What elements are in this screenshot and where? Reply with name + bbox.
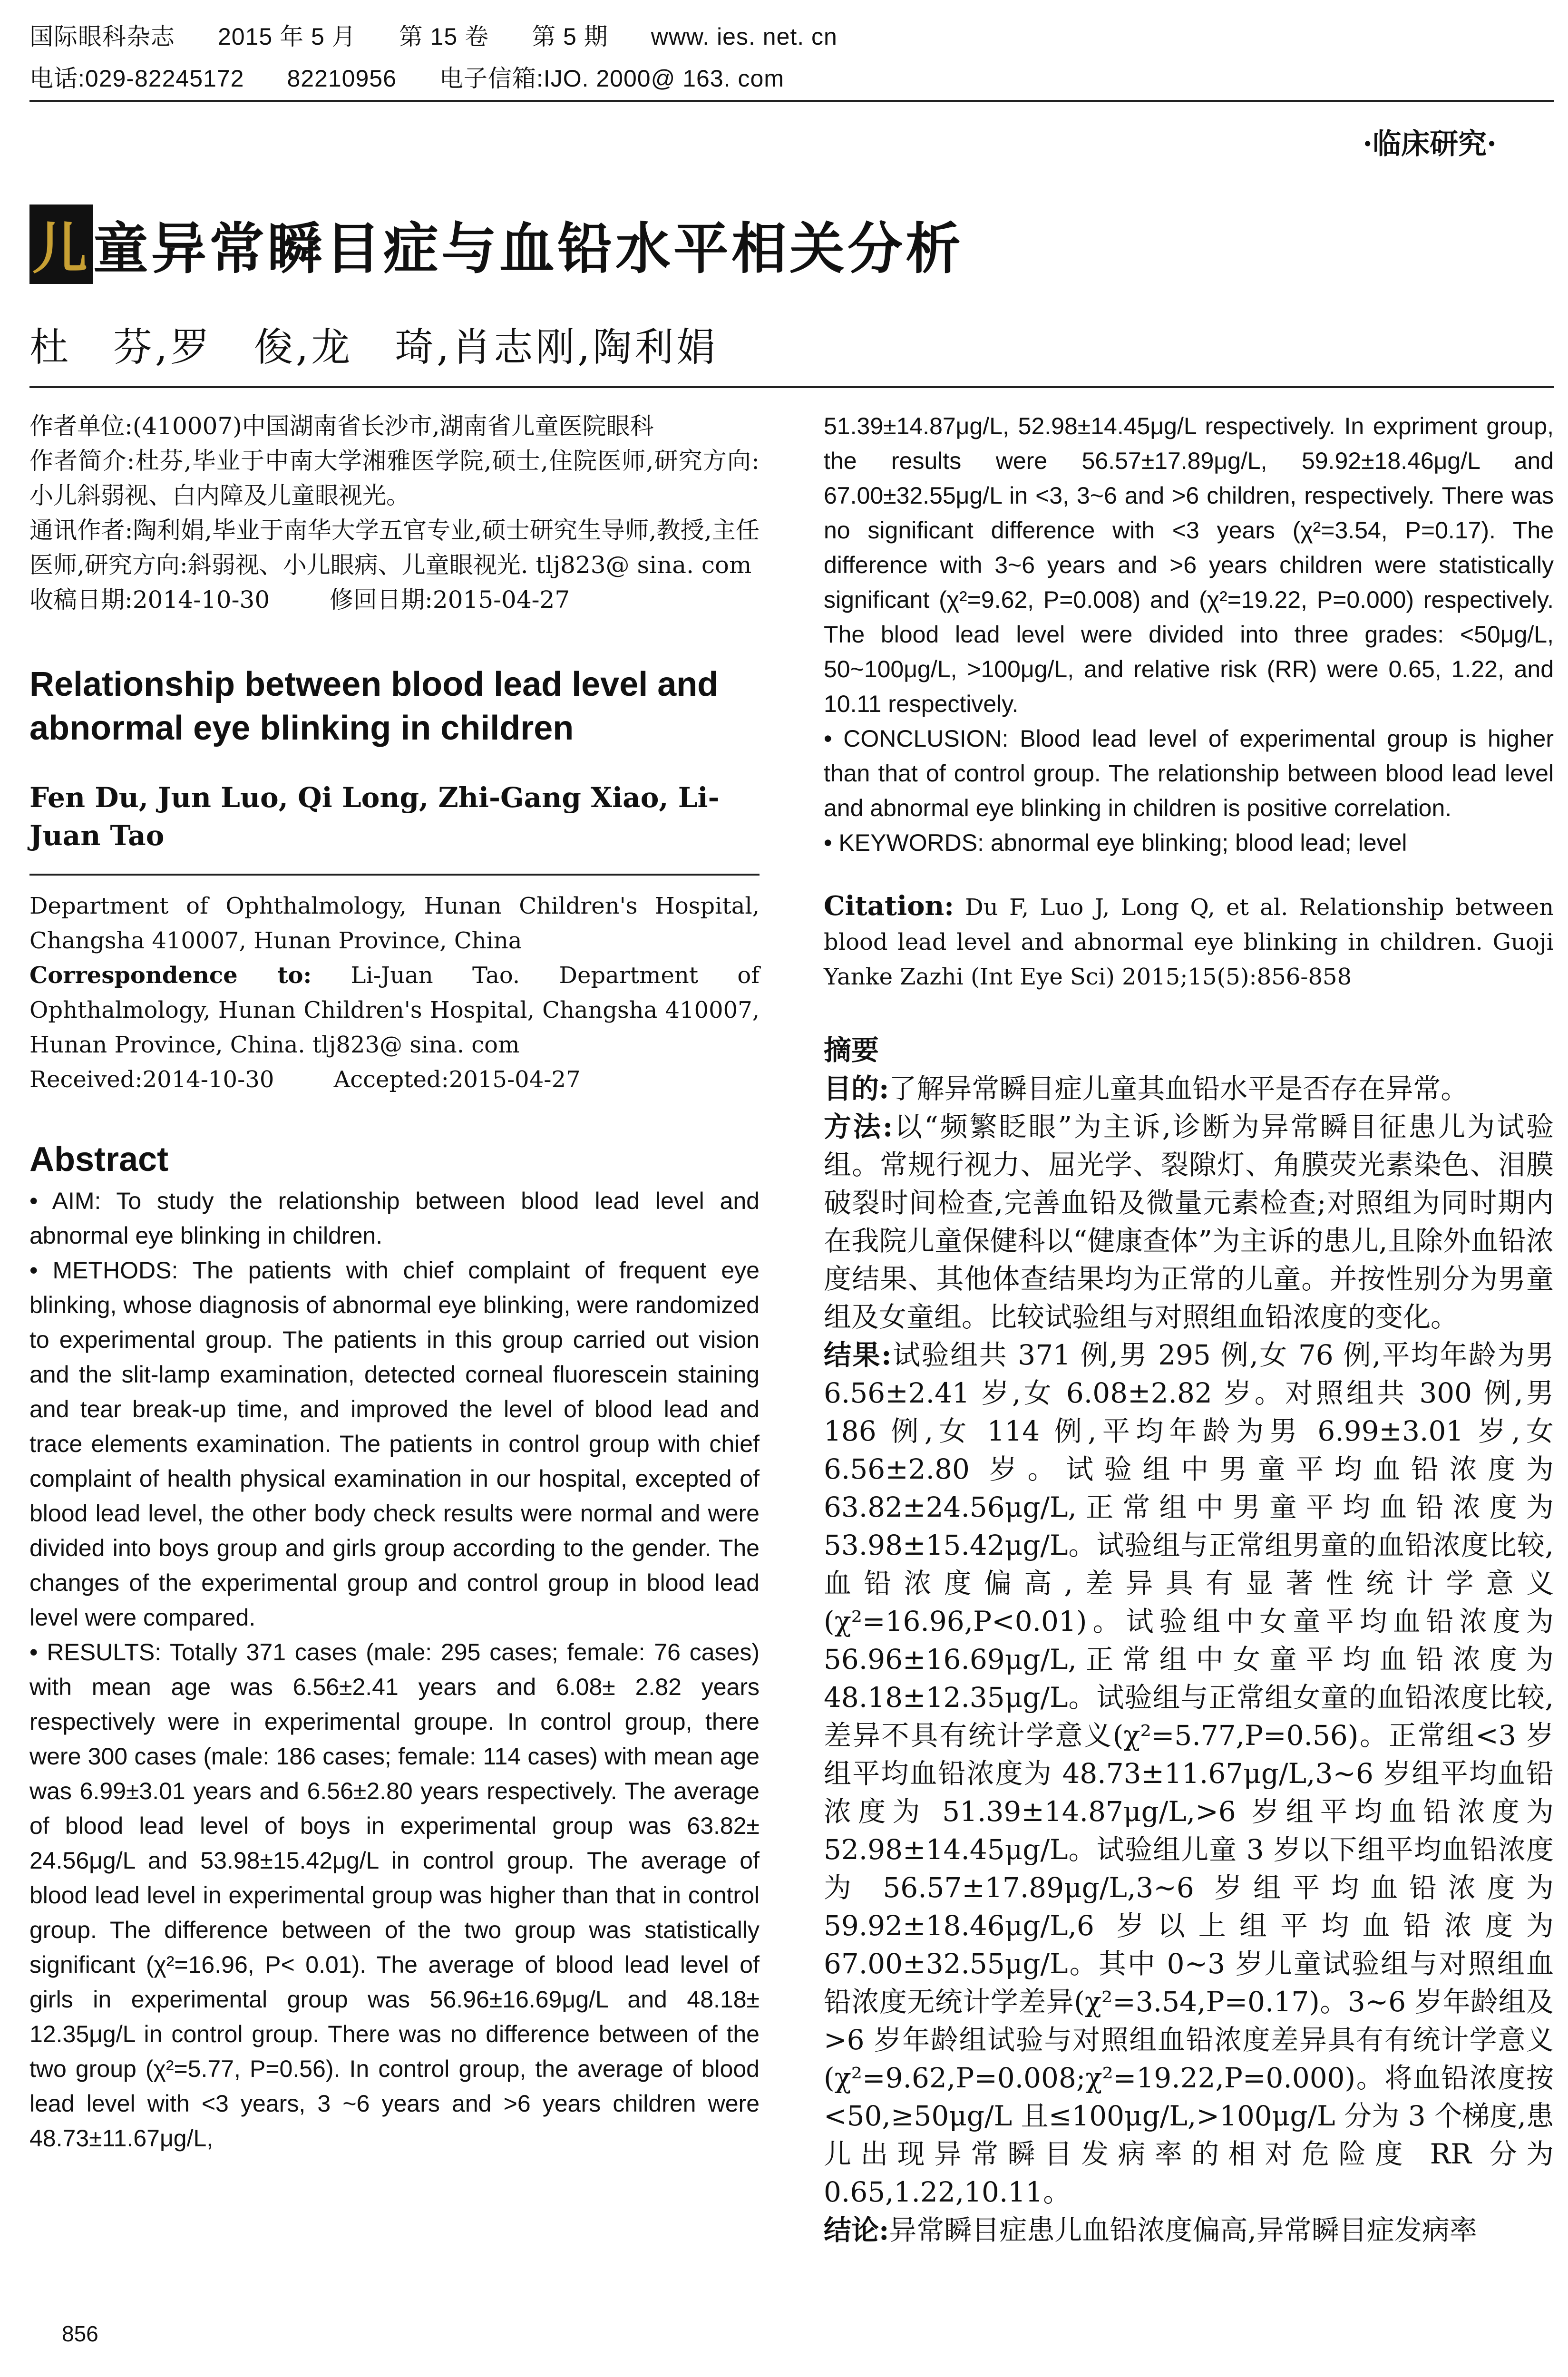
citation-text: Du F, Luo J, Long Q, et al. Relationship between blood lead level and abnormal eye blinking in children. Guoji Yanke Zazhi (Int Eye Sci) 2015;15(5):856-858 [824, 894, 1554, 990]
abstract-zh-heading: 摘要 [824, 1034, 879, 1066]
abstract-conclusion [824, 721, 1554, 826]
results-zh-label: 结果: [824, 1339, 892, 1371]
journal-phone: 电话:029-82245172 [29, 65, 244, 92]
abstract-left [29, 1184, 760, 2156]
affiliation-block-en [29, 889, 760, 1097]
abstract-zh-aim [824, 1070, 1554, 1108]
abstract-keywords [824, 826, 1554, 860]
conclusion-zh-text: 异常瞬目症患儿血铅浓度偏高,异常瞬目症发病率 [889, 2214, 1477, 2246]
dates-zh [29, 583, 760, 617]
revised-date-zh: 修回日期:2015-04-27 [330, 586, 570, 614]
authors-zh: 杜 芬,罗 俊,龙 琦,肖志刚,陶利娟 [29, 325, 719, 370]
journal-header-line2 [29, 61, 827, 96]
correspondence-label: Correspondence to: [29, 962, 312, 989]
abstract-results [29, 1635, 760, 2156]
abstract-zh-methods [824, 1108, 1554, 1336]
results-text: Totally 371 cases (male: 295 cases; female: 76 cases) with mean age was 6.56±2.41 years and 6.08± 2.82 years respectively were in experimental groupe. In control group, there were 300 cases (male: 186 cases; female: 114 cases) with mean age was 6.99±3.01 years and 6.56±2.80 years respectively. The average of blood lead level of boys in experimental group was 63.82± 24.56μg/L and 53.98±15.42μg/L in control group. The average of blood lead level in experimental group was higher than that in control group. The difference between of the two group was statistically significant (χ²=16.96, P< 0.01). The average of blood lead level of girls in experimental group was 56.96±16.69μg/L and 48.18± 12.35μg/L in control group. There was no difference between of the two group (χ²=5.77, P=0.56). In control group, the average of blood lead level with <3 years, 3 ~6 years and >6 years children were 48.73±11.67μg/L, [29, 1639, 760, 2152]
abstract-methods [29, 1253, 760, 1635]
keywords-text: abnormal eye blinking; blood lead; level [990, 829, 1407, 856]
author-bio-zh: 作者简介:杜芬,毕业于中南大学湘雅医学院,硕士,住院医师,研究方向:小儿斜弱视、白内障及儿童眼视光。 [29, 447, 760, 509]
journal-issue: 第 5 期 [532, 23, 608, 50]
authors-en: Fen Du, Jun Luo, Qi Long, Zhi-Gang Xiao, Li-Juan Tao [29, 781, 720, 852]
aim-zh-label: 目的: [824, 1072, 889, 1105]
right-column [824, 409, 1554, 2249]
results-label: • RESULTS: [29, 1639, 162, 1666]
aim-zh-text: 了解异常瞬目症儿童其血铅水平是否存在异常。 [889, 1072, 1469, 1105]
received-date-zh: 收稿日期:2014-10-30 [29, 586, 270, 614]
journal-name: 国际眼科杂志 [29, 23, 175, 50]
abstract-right [824, 409, 1554, 860]
abstract-results-continued: 51.39±14.87μg/L, 52.98±14.45μg/L respectively. In expriment group, the results were 56.57±17.89μg/L, 59.92±18.46μg/L and 67.00±32.55μg/L in <3, 3~6 and >6 children, respectively. There was no significant difference with <3 years (χ²=3.54, P=0.17). The difference with 3~6 years and >6 years children were statistically significant (χ²=9.62, P=0.008) and (χ²=19.22, P=0.000) respectively. The blood lead level were divided into three grades: <50μg/L, 50~100μg/L, >100μg/L, and relative risk (RR) were 0.65, 1.22, and 10.11 respectively. [824, 413, 1554, 717]
author-affiliation-zh: 作者单位:(410007)中国湖南省长沙市,湖南省儿童医院眼科 [29, 412, 654, 440]
title-zh-first-char: 儿 [29, 205, 93, 284]
conclusion-label: • CONCLUSION: [824, 725, 1009, 752]
abstract-heading: Abstract [29, 1140, 169, 1179]
aim-label: • AIM: [29, 1188, 101, 1214]
journal-header-line1 [29, 19, 880, 54]
journal-volume: 第 15 卷 [399, 23, 489, 50]
citation-label: Citation: [824, 890, 954, 922]
conclusion-text: Blood lead level of experimental group is higher than that of control group. The relationship between blood lead level and abnormal eye blinking in children is positive correlation. [824, 725, 1554, 821]
results-zh-text: 试验组共 371 例,男 295 例,女 76 例,平均年龄为男 6.56±2.41 岁,女 6.08±2.82 岁。对照组共 300 例,男 186 例,女 114 例,平均年龄为男 6.99±3.01 岁,女 6.56±2.80 岁。试验组中男童平均血铅浓度为 63.82±24.56μg/L,正常组中男童平均血铅浓度为 53.98±15.42μg/L。试验组与正常组男童的血铅浓度比较,血铅浓度偏高,差异具有显著性统计学意义(χ²=16.96,P<0.01)。试验组中女童平均血铅浓度为 56.96±16.69μg/L,正常组中女童平均血铅浓度为 48.18±12.35μg/L。试验组与正常组女童的血铅浓度比较,差异不具有统计学意义(χ²=5.77,P=0.56)。正常组<3 岁组平均血铅浓度为 48.73±11.67μg/L,3~6 岁组平均血铅浓度为 51.39±14.87μg/L,>6 岁组平均血铅浓度为 52.98±14.45μg/L。试验组儿童 3 岁以下组平均血铅浓度为 56.57±17.89μg/L,3~6 岁组平均血铅浓度为 59.92±18.46μg/L,6 岁以上组平均血铅浓度为 67.00±32.55μg/L。其中 0~3 岁儿童试验组与对照组血铅浓度无统计学差异(χ²=3.54,P=0.17)。3~6 岁年龄组及>6 岁年龄组试验与对照组血铅浓度差异具有有统计学意义(χ²=9.62,P=0.008;χ²=19.22,P=0.000)。将血铅浓度按<50,≥50μg/L 且≤100μg/L,>100μg/L 分为 3 个梯度,患儿出现异常瞬目发病率的相对危险度 RR 分为 0.65,1.22,10.11。 [824, 1339, 1554, 2208]
authors-rule [29, 874, 760, 876]
journal-website: www. ies. net. cn [651, 23, 838, 50]
keywords-label: • KEYWORDS: [824, 829, 984, 856]
methods-label: • METHODS: [29, 1257, 178, 1284]
title-en: Relationship between blood lead level and abnormal eye blinking in children [29, 665, 719, 747]
affiliation-en: Department of Ophthalmology, Hunan Children's Hospital, Changsha 410007, Hunan Province, China [29, 893, 760, 954]
author-info-zh [29, 409, 760, 617]
abstract-zh-results [824, 1336, 1554, 2211]
received-date-en: Received:2014-10-30 [29, 1066, 274, 1093]
correspondence-text: Li-Juan Tao. Department of Ophthalmology, Hunan Children's Hospital, Changsha 410007, Hunan Province, China. tlj823@ sina. com [29, 962, 760, 1058]
correspondence-en [29, 958, 760, 1062]
section-label: ·临床研究· [1363, 127, 1497, 161]
left-column [29, 409, 760, 2156]
abstract-zh-conclusion [824, 2211, 1554, 2249]
title-rule [29, 386, 1554, 388]
abstract-zh [824, 1028, 1554, 2249]
aim-text: To study the relationship between blood lead level and abnormal eye blinking in children. [29, 1188, 760, 1249]
abstract-aim [29, 1184, 760, 1253]
title-zh [29, 205, 964, 284]
corresponding-author-zh: 通讯作者:陶利娟,毕业于南华大学五官专业,硕士研究生导师,教授,主任医师,研究方向:斜弱视、小儿眼病、儿童眼视光. tlj823@ sina. com [29, 516, 760, 579]
methods-zh-label: 方法: [824, 1111, 893, 1143]
header-rule [29, 100, 1554, 102]
journal-email: 电子信箱:IJO. 2000@ 163. com [439, 65, 784, 92]
methods-zh-text: 以“频繁眨眼”为主诉,诊断为异常瞬目征患儿为试验组。常规行视力、屈光学、裂隙灯、角膜荧光素染色、泪膜破裂时间检查,完善血铅及微量元素检查;对照组为同时期内在我院儿童保健科以“健康查体”为主诉的患儿,且除外血铅浓度结果、其他体查结果均为正常的儿童。并按性别分为男童组及女童组。比较试验组与对照组血铅浓度的变化。 [824, 1111, 1554, 1333]
methods-text: The patients with chief complaint of frequent eye blinking, whose diagnosis of abnormal eye blinking, were randomized to experimental group. The patients in this group carried out vision and the slit-lamp examination, detected corneal fluorescein staining and tear break-up time, and improved the level of blood lead and trace elements examination. The patients in control group with chief complaint of health physical examination in our hospital, excepted of blood lead level, the other body check results were normal and were divided into boys group and girls group according to the gender. The changes of the experimental group and control group in blood lead level were compared. [29, 1257, 760, 1631]
title-zh-rest: 童异常瞬目症与血铅水平相关分析 [93, 217, 964, 281]
journal-date: 2015 年 5 月 [218, 23, 356, 50]
page-number: 856 [62, 2321, 98, 2346]
citation [824, 889, 1554, 994]
journal-fax: 82210956 [287, 65, 397, 92]
conclusion-zh-label: 结论: [824, 2214, 889, 2246]
accepted-date-en: Accepted:2015-04-27 [333, 1066, 581, 1093]
dates-en [29, 1062, 760, 1097]
